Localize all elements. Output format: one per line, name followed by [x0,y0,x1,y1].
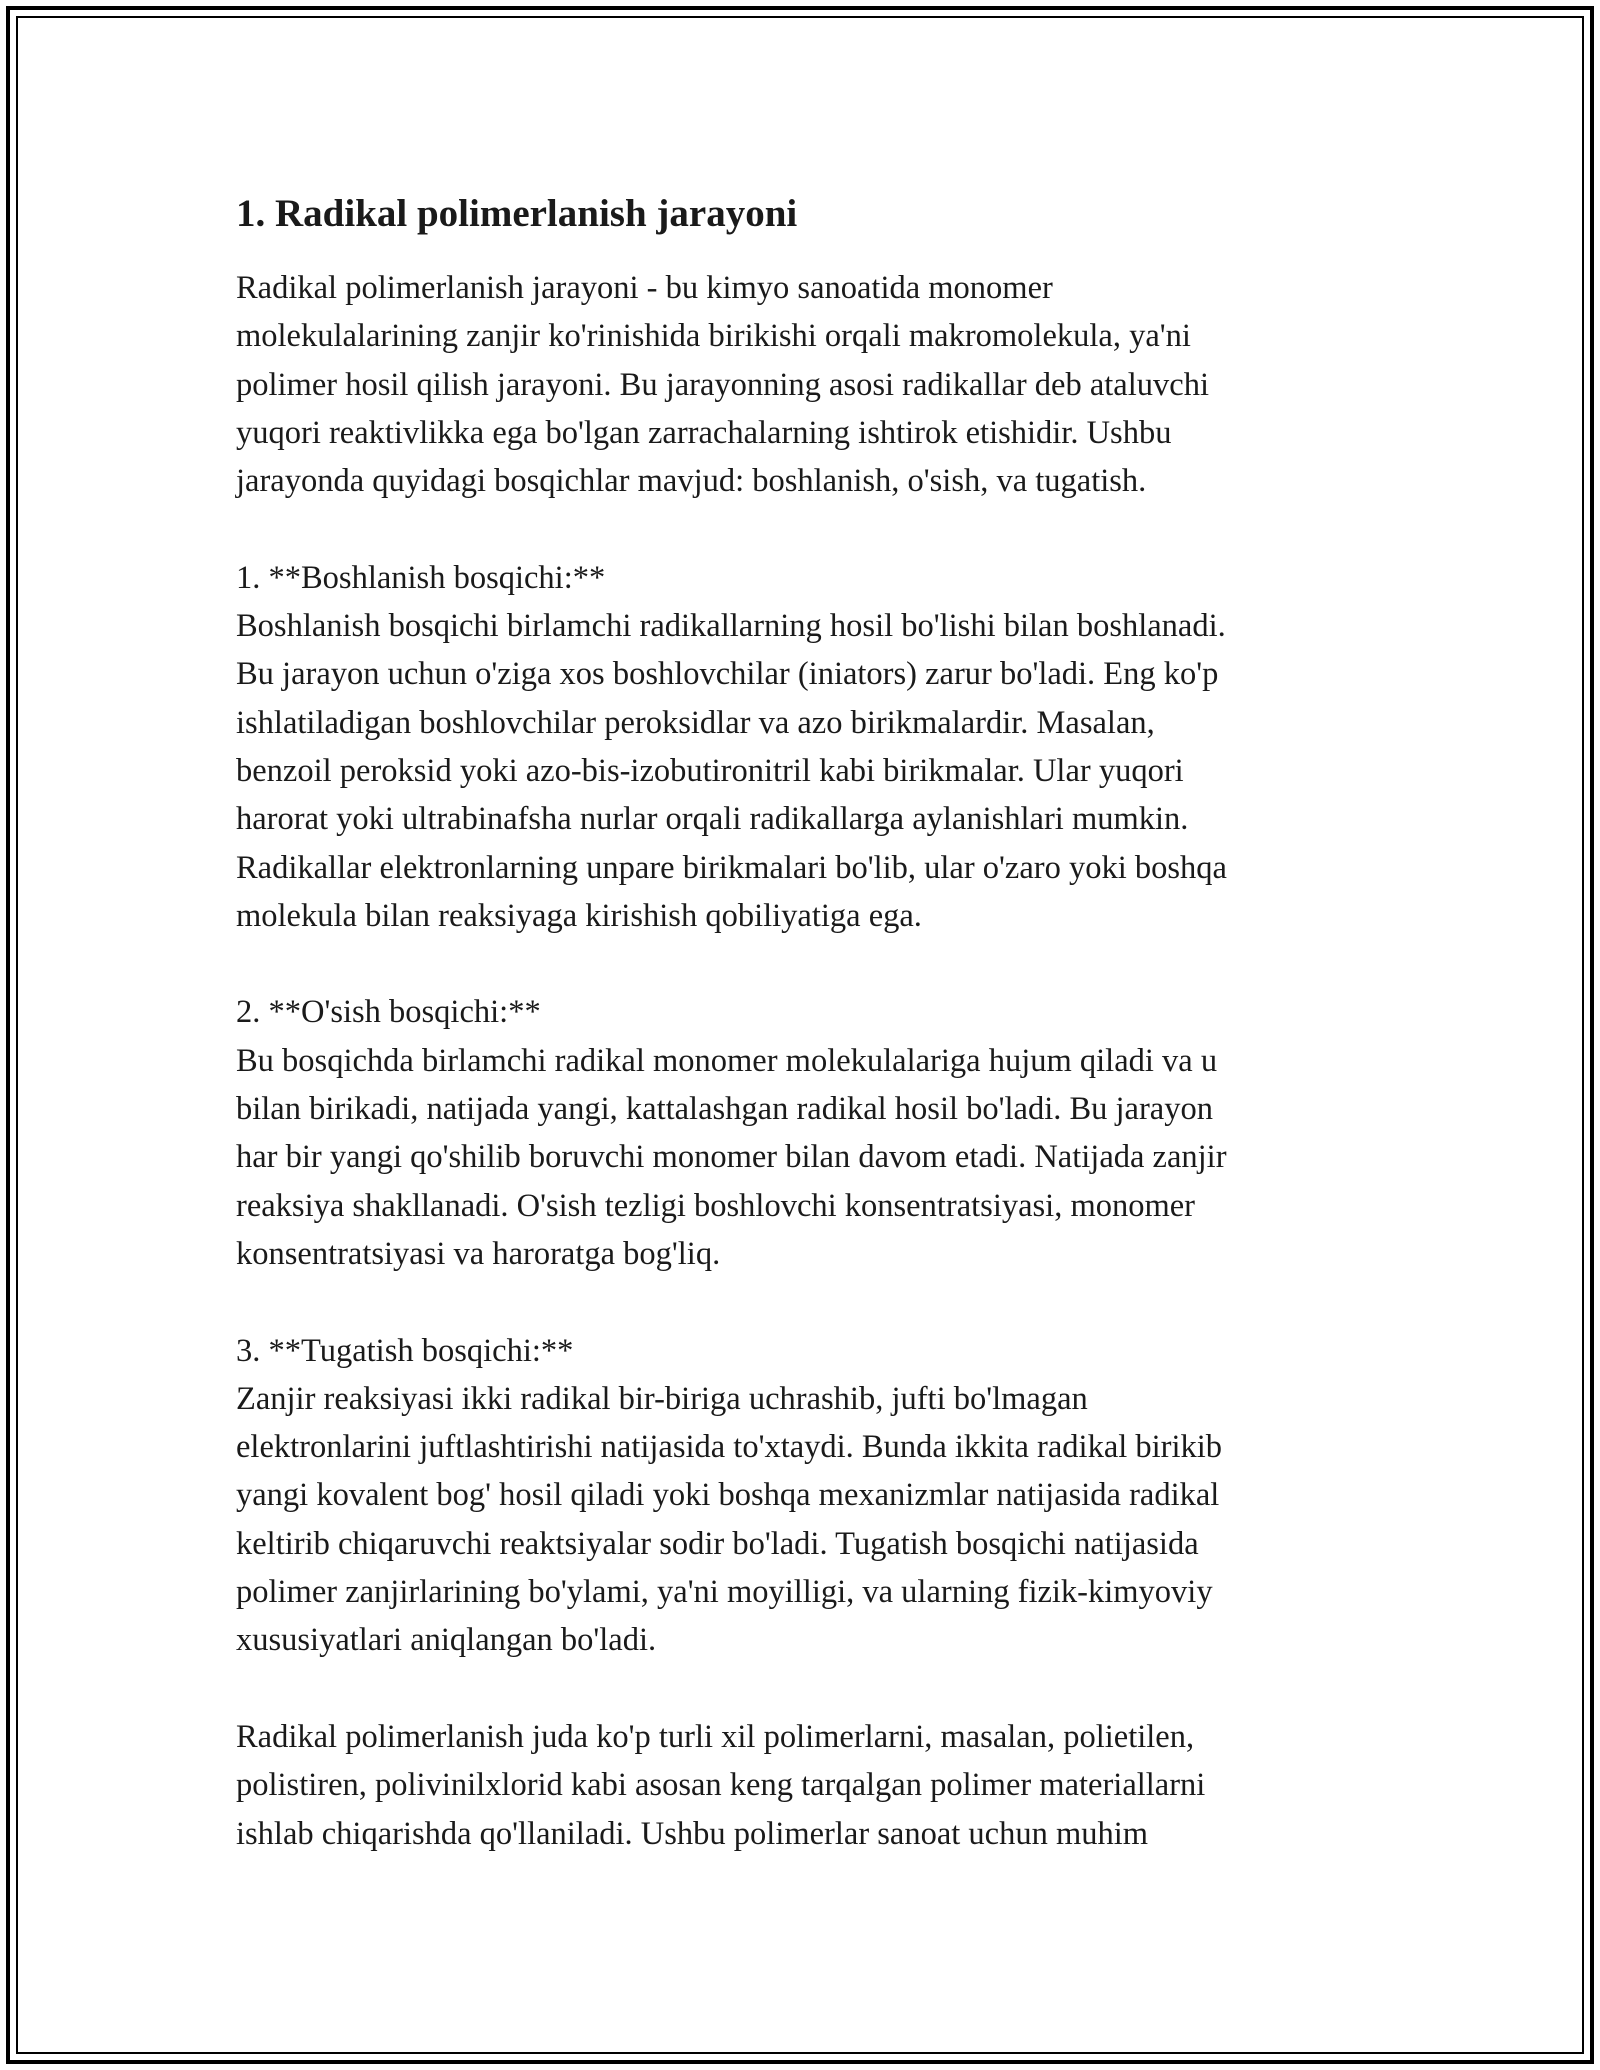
section-title: 2. **O'sish bosqichi:** [236,994,541,1031]
closing-paragraph: Radikal polimerlanish juda ko'p turli xil polimerlarni, masalan, polietilen, polistiren, polivinilxlorid kabi asosan keng tarqalgan polimer materiallarni ishlab chiqarishda qo'llaniladi. Ushbu polimerlar sanoat uchun muhim [236,1718,1206,1852]
section-termination [236,1327,1406,1665]
document-body [236,186,1406,1858]
section-title: 3. **Tugatish bosqichi:** [236,1332,574,1369]
section-body: Bu bosqichda birlamchi radikal monomer molekulalariga hujum qiladi va u bilan birikadi, natijada yangi, kattalashgan radikal hosil bo'ladi. Bu jarayon har bir yangi qo'shilib boruvchi monomer bilan davom etadi. Natijada zanjir reaksiya shakllanadi. O'sish tezligi boshlovchi konsentratsiyasi, monomer konsentratsiyasi va haroratga bog'liq. [236,1042,1227,1272]
section-propagation [236,988,1406,1278]
intro-paragraph: Radikal polimerlanish jarayoni - bu kimyo sanoatida monomer molekulalarining zanjir ko'rinishida birikishi orqali makromolekula, ya'ni polimer hosil qilish jarayoni. Bu jarayonning asosi radikallar deb ataluvchi yuqori reaktivlikka ega bo'lgan zarrachalarning ishtirok etishidir. Ushbu jarayonda quyidagi bosqichlar mavjud: boshlanish, o'sish, va tugatish. [236,270,1209,500]
section-body: Boshlanish bosqichi birlamchi radikallarning hosil bo'lishi bilan boshlanadi. Bu jarayon uchun o'ziga xos boshlovchilar (iniators) zarur bo'ladi. Eng ko'p ishlatiladigan boshlovchilar peroksidlar va azo birikmalardir. Masalan, benzoil peroksid yoki azo-bis-izobutironitril kabi birikmalar. Ular yuqori harorat yoki ultrabinafsha nurlar orqali radikallarga aylanishlari mumkin. Radikallar elektronlarning unpare birikmalari bo'lib, ular o'zaro yoki boshqa molekula bilan reaksiyaga kirishish qobiliyatiga ega. [236,608,1227,934]
section-body: Zanjir reaksiyasi ikki radikal bir-biriga uchrashib, jufti bo'lmagan elektronlarini juftlashtirishi natijasida to'xtaydi. Bunda ikkita radikal birikib yangi kovalent bog' hosil qiladi yoki boshqa mexanizmlar natijasida radikal keltirib chiqaruvchi reaktsiyalar sodir bo'ladi. Tugatish bosqichi natijasida polimer zanjirlarining bo'ylami, ya'ni moyilligi, va ularning fizik-kimyoviy xususiyatlari aniqlangan bo'ladi. [236,1380,1223,1659]
section-initiation [236,554,1406,940]
section-title: 1. **Boshlanish bosqichi:** [236,559,606,596]
page-title: 1. Radikal polimerlanish jarayoni [236,192,798,235]
